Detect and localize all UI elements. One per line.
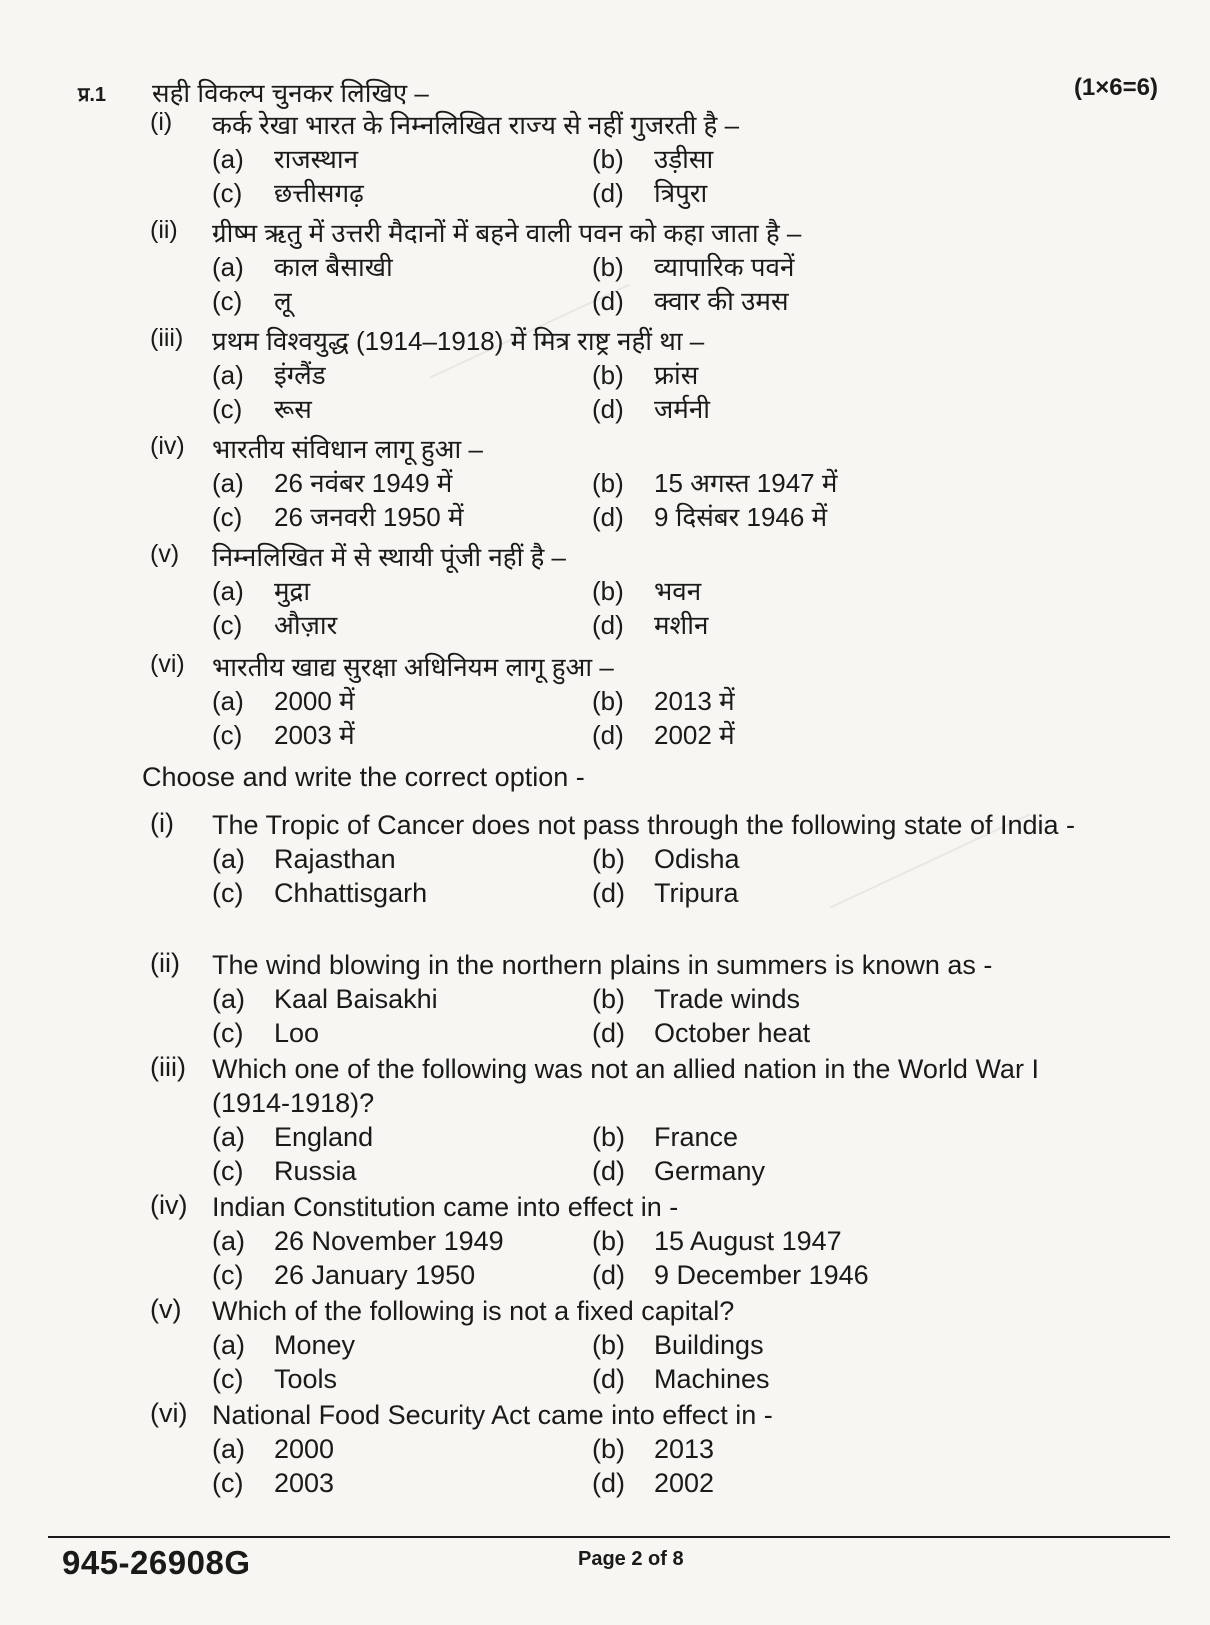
- option: (d) जर्मनी: [592, 394, 711, 424]
- paper-code: 945-26908G: [62, 1544, 251, 1581]
- question-roman: (iv): [150, 432, 185, 460]
- options-grid: [212, 358, 1110, 426]
- question-roman: (i): [150, 108, 173, 136]
- option: (b) Trade winds: [592, 984, 801, 1014]
- option: (a) England: [212, 1122, 374, 1152]
- english-question: [150, 1294, 1110, 1396]
- hindi-question: [150, 650, 1110, 752]
- option: (c) लू: [212, 286, 292, 316]
- question-text: The Tropic of Cancer does not pass through the following state of India -: [212, 810, 1075, 840]
- option: (d) 2002 में: [592, 720, 735, 750]
- question-roman: (vi): [150, 650, 185, 678]
- options-grid: [212, 250, 1110, 318]
- option: (d) Machines: [592, 1364, 770, 1394]
- option: (a) काल बैसाखी: [212, 252, 393, 282]
- option: (d) 9 दिसंबर 1946 में: [592, 502, 828, 532]
- option: (d) Tripura: [592, 878, 739, 908]
- option: (c) Chhattisgarh: [212, 878, 428, 908]
- option: (d) त्रिपुरा: [592, 178, 708, 208]
- option: (b) भवन: [592, 576, 702, 606]
- options-grid: [212, 1120, 1110, 1188]
- hindi-question: [150, 216, 1110, 318]
- option: (d) Germany: [592, 1156, 766, 1186]
- page-number: Page 2 of 8: [578, 1548, 684, 1570]
- option: (b) फ्रांस: [592, 360, 699, 390]
- option: (a) राजस्थान: [212, 144, 359, 174]
- hindi-question: [150, 540, 1110, 642]
- question-roman: (i): [150, 808, 174, 838]
- question-text: प्रथम विश्वयुद्ध (1914–1918) में मित्र राष्ट्र नहीं था –: [212, 326, 705, 356]
- question-roman: (ii): [150, 216, 178, 244]
- option: (c) औज़ार: [212, 610, 338, 640]
- option: (a) Kaal Baisakhi: [212, 984, 438, 1014]
- option: (a) इंग्लैंड: [212, 360, 326, 390]
- options-grid: [212, 1224, 1110, 1292]
- marks-label: (1×6=6): [1073, 74, 1158, 101]
- hindi-question: [150, 324, 1110, 426]
- option: (c) छत्तीसगढ़: [212, 178, 364, 208]
- option: (d) 9 December 1946: [592, 1260, 869, 1290]
- option: (a) Money: [212, 1330, 356, 1360]
- question-text: कर्क रेखा भारत के निम्नलिखित राज्य से नहीं गुजरती है –: [212, 110, 740, 140]
- option: (c) 26 January 1950: [212, 1260, 476, 1290]
- question-roman: (v): [150, 540, 180, 568]
- option: (a) 26 नवंबर 1949 में: [212, 468, 453, 498]
- option: (d) October heat: [592, 1018, 811, 1048]
- option: (b) 15 अगस्त 1947 में: [592, 468, 838, 498]
- option: (a) मुद्रा: [212, 576, 311, 606]
- options-grid: [212, 684, 1110, 752]
- question-text: भारतीय खाद्य सुरक्षा अधिनियम लागू हुआ –: [212, 652, 614, 682]
- option: (b) France: [592, 1122, 739, 1152]
- option: (b) 2013: [592, 1434, 715, 1464]
- question-text: Which of the following is not a fixed capital?: [212, 1296, 735, 1326]
- options-grid: [212, 982, 1110, 1050]
- option: (b) उड़ीसा: [592, 144, 714, 174]
- english-question: [150, 1190, 1110, 1292]
- options-grid: [212, 1432, 1110, 1500]
- option: (c) 26 जनवरी 1950 में: [212, 502, 464, 532]
- option: (c) 2003 में: [212, 720, 355, 750]
- question-roman: (vi): [150, 1398, 188, 1428]
- option: (a) 2000 में: [212, 686, 355, 716]
- question-text: ग्रीष्म ऋतु में उत्तरी मैदानों में बहने वाली पवन को कहा जाता है –: [212, 218, 802, 248]
- footer-divider: [48, 1536, 1170, 1538]
- hindi-question: [150, 108, 1110, 210]
- option: (a) 26 November 1949: [212, 1226, 504, 1256]
- question-text: National Food Security Act came into effect in -: [212, 1400, 773, 1430]
- question-text: निम्नलिखित में से स्थायी पूंजी नहीं है –: [212, 542, 567, 572]
- question-text: Which one of the following was not an allied nation in the World War I (1914-1918)?: [212, 1054, 1039, 1118]
- option: (c) Loo: [212, 1018, 320, 1048]
- option: (b) Buildings: [592, 1330, 764, 1360]
- options-grid: [212, 842, 1110, 910]
- option: (c) Russia: [212, 1156, 357, 1186]
- option: (b) Odisha: [592, 844, 740, 874]
- option: (c) रूस: [212, 394, 312, 424]
- english-instruction: Choose and write the correct option -: [142, 762, 585, 792]
- question-number: प्र.1: [78, 84, 107, 106]
- english-question: [150, 948, 1110, 1050]
- question-roman: (iv): [150, 1190, 188, 1220]
- options-grid: [212, 142, 1110, 210]
- question-text: भारतीय संविधान लागू हुआ –: [212, 434, 483, 464]
- instruction-hindi: सही विकल्प चुनकर लिखिए –: [152, 78, 429, 108]
- options-grid: [212, 1328, 1110, 1396]
- question-roman: (v): [150, 1294, 182, 1324]
- option: (a) 2000: [212, 1434, 335, 1464]
- option: (b) 2013 में: [592, 686, 735, 716]
- options-grid: [212, 574, 1110, 642]
- option: (d) 2002: [592, 1468, 715, 1498]
- hindi-question: [150, 432, 1110, 534]
- option: (d) क्वार की उमस: [592, 286, 789, 316]
- option: (c) 2003: [212, 1468, 335, 1498]
- question-roman: (iii): [150, 324, 184, 352]
- english-question: [150, 1052, 1110, 1188]
- question-text: The wind blowing in the northern plains in summers is known as -: [212, 950, 993, 980]
- option: (b) व्यापारिक पवनें: [592, 252, 795, 282]
- options-grid: [212, 466, 1110, 534]
- english-question: [150, 1398, 1110, 1500]
- option: (c) Tools: [212, 1364, 338, 1394]
- question-text: Indian Constitution came into effect in -: [212, 1192, 679, 1222]
- english-question: [150, 808, 1110, 910]
- question-roman: (iii): [150, 1052, 186, 1082]
- option: (d) मशीन: [592, 610, 709, 640]
- question-roman: (ii): [150, 948, 180, 978]
- option: (a) Rajasthan: [212, 844, 396, 874]
- option: (b) 15 August 1947: [592, 1226, 842, 1256]
